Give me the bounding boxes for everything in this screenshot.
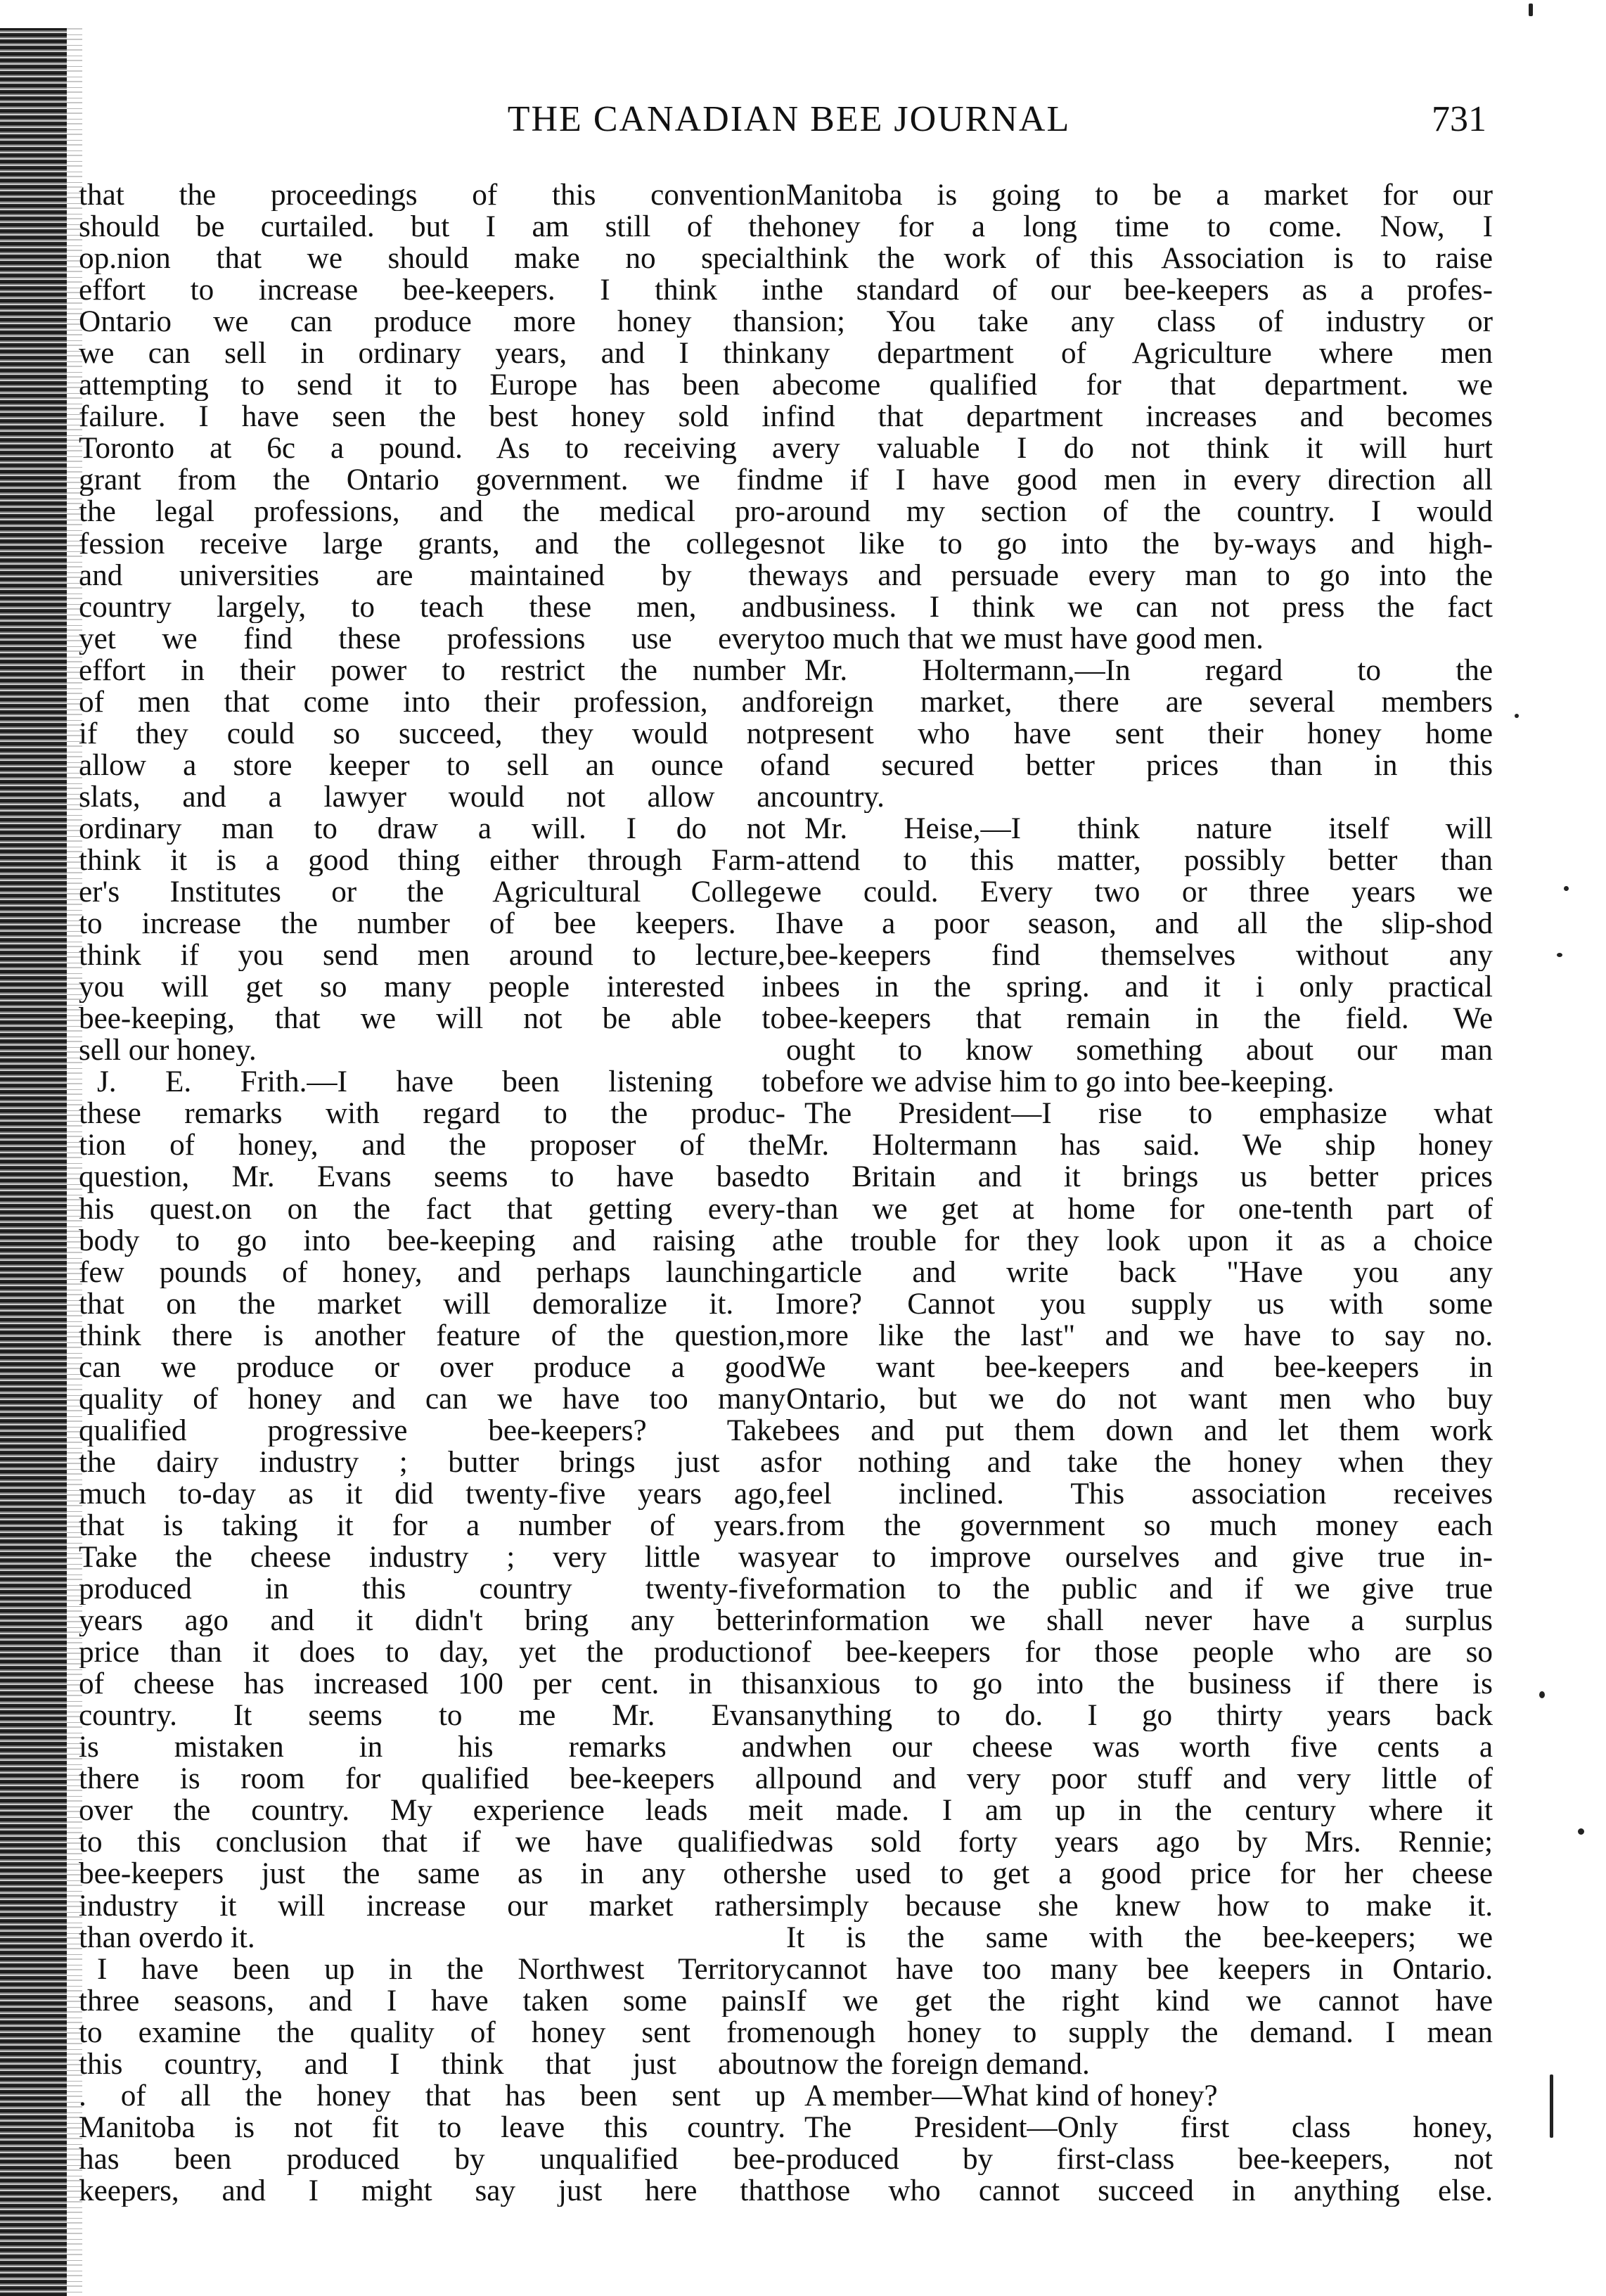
text-line: and universities are maintained by the	[79, 559, 785, 591]
text-line: The President—Only first class honey,	[804, 2111, 1493, 2143]
text-line: year to improve ourselves and give true in-	[786, 1541, 1493, 1574]
text-line: Manitoba is going to be a market for our	[786, 179, 1493, 212]
text-line: Take the cheese industry ; very little was	[79, 1541, 785, 1574]
text-line: Mr. Holtermann has said. We ship honey	[786, 1129, 1493, 1162]
text-line: body to go into bee-keeping and raising a	[79, 1224, 785, 1257]
text-line: around my section of the country. I would	[786, 496, 1493, 528]
margin-specks	[1472, 0, 1606, 2296]
text-line: more? Cannot you supply us with some	[786, 1288, 1493, 1320]
text-line: quality of honey and can we have too many	[79, 1383, 785, 1415]
text-line: bee-keepers that remain in the field. We	[786, 1003, 1493, 1035]
text-line: er's Institutes or the Agricultural College	[79, 876, 785, 909]
text-line: think the work of this Association is to raise	[786, 243, 1493, 275]
text-line: we could. Every two or three years we	[786, 876, 1493, 909]
text-line: think there is another feature of the question,	[79, 1319, 785, 1352]
text-line: of cheese has increased 100 per cent. in this	[79, 1668, 785, 1700]
text-line: country largely, to teach these men, and	[79, 591, 785, 623]
text-line: there is room for qualified bee-keepers all	[79, 1763, 785, 1795]
text-line: before we advise him to go into bee-keeping.	[786, 1066, 1335, 1098]
text-line: few pounds of honey, and perhaps launching	[79, 1256, 785, 1288]
text-line: information we shall never have a surplus	[786, 1605, 1493, 1637]
text-line: fession receive large grants, and the colleges	[79, 527, 785, 560]
text-line: allow a store keeper to sell an ounce of	[79, 749, 785, 781]
text-line: ways and persuade every man to go into the	[786, 559, 1493, 591]
text-line: bee-keepers find themselves without any	[786, 939, 1493, 972]
text-line: cannot have too many bee keepers in Ontario.	[786, 1953, 1493, 1985]
text-line: effort to increase bee-keepers. I think in	[79, 274, 785, 307]
page-number: 731	[1432, 99, 1486, 139]
text-line: attempting to send it to Europe has been a	[79, 369, 785, 402]
text-line: produced by first-class bee-keepers, not	[786, 2143, 1493, 2175]
text-line: country.	[786, 781, 885, 813]
text-line: country. It seems to me Mr. Evans	[79, 1700, 785, 1732]
text-line: find that department increases and becomes	[786, 401, 1493, 433]
text-line: that is taking it for a number of years.	[79, 1509, 785, 1542]
text-line: it made. I am up in the century where it	[786, 1795, 1493, 1827]
speck	[1539, 1691, 1545, 1698]
text-line: formation to the public and if we give true	[786, 1573, 1493, 1605]
text-line: slats, and a lawyer would not allow an	[79, 781, 785, 813]
text-line: feel inclined. This association receives	[786, 1477, 1493, 1510]
text-line: . of all the honey that has been sent up	[79, 2079, 785, 2112]
text-line: business. I think we can not press the fact	[786, 591, 1493, 623]
text-line: to examine the quality of honey sent from	[79, 2016, 785, 2048]
text-line: become qualified for that department. we	[786, 369, 1493, 402]
text-line: if they could so succeed, they would not	[79, 717, 785, 750]
text-line: much to-day as it did twenty-five years ago,	[79, 1477, 785, 1510]
text-line: was sold forty years ago by Mrs. Rennie;	[786, 1826, 1493, 1859]
text-line: too much that we must have good men.	[786, 622, 1264, 655]
text-line: of bee-keepers for those people who are so	[786, 1636, 1493, 1669]
speck	[1529, 4, 1533, 16]
text-line: simply because she knew how to make it.	[786, 1890, 1493, 1922]
text-line: to this conclusion that if we have qualified	[79, 1826, 785, 1859]
text-line: should be curtailed. but I am still of the	[79, 211, 785, 243]
text-line: that on the market will demoralize it. I	[79, 1288, 785, 1320]
text-line: industry it will increase our market rather	[79, 1890, 785, 1922]
text-line: over the country. My experience leads me	[79, 1795, 785, 1827]
text-line: and secured better prices than in this	[786, 749, 1493, 781]
text-line: bee-keeping, that we will not be able to	[79, 1003, 785, 1035]
text-line: I have been up in the Northwest Territory	[97, 1953, 785, 1985]
text-line: pound and very poor stuff and very little of	[786, 1763, 1493, 1795]
text-line: foreign market, there are several members	[786, 686, 1493, 718]
speck	[1557, 953, 1562, 957]
text-line: years ago and it didn't bring any better	[79, 1605, 785, 1637]
text-line: If we get the right kind we cannot have	[786, 1984, 1493, 2017]
text-line: attend to this matter, possibly better than	[786, 844, 1493, 877]
text-line: now the foreign demand.	[786, 2048, 1090, 2080]
text-line: Toronto at 6c a pound. As to receiving a	[79, 432, 785, 465]
text-line: honey for a long time to come. Now, I	[786, 211, 1493, 243]
text-line: for nothing and take the honey when they	[786, 1446, 1493, 1478]
text-line: than we get at home for one-tenth part of	[786, 1193, 1493, 1225]
text-line: she used to get a good price for her cheese	[786, 1858, 1493, 1890]
text-line: to Britain and it brings us better prices	[786, 1161, 1493, 1193]
text-line: think if you send men around to lecture,	[79, 939, 785, 972]
text-line: article and write back "Have you any	[786, 1256, 1493, 1288]
text-line: the dairy industry ; butter brings just as	[79, 1446, 785, 1478]
text-line: the standard of our bee-keepers as a profes-	[786, 274, 1493, 307]
left-text-column	[79, 179, 785, 2207]
text-line: Manitoba is not fit to leave this country.	[79, 2111, 785, 2143]
text-line: present who have sent their honey home	[786, 717, 1493, 750]
text-line: Ontario we can produce more honey than	[79, 306, 785, 338]
text-line: bee-keepers just the same as in any other	[79, 1858, 785, 1890]
text-line: grant from the Ontario government. we find	[79, 464, 785, 496]
text-line: has been produced by unqualified bee-	[79, 2143, 785, 2175]
text-line: enough honey to supply the demand. I mean	[786, 2016, 1493, 2048]
text-line: A member—What kind of honey?	[804, 2079, 1218, 2112]
text-line: op.nion that we should make no special	[79, 243, 785, 275]
text-line: we can sell in ordinary years, and I think	[79, 338, 785, 370]
binding-edge-shadow	[0, 28, 67, 2296]
text-line: anxious to go into the business if there is	[786, 1668, 1493, 1700]
text-line: when our cheese was worth five cents a	[786, 1731, 1493, 1764]
text-line: his quest.on on the fact that getting every-	[79, 1193, 785, 1225]
text-line: effort in their power to restrict the number	[79, 654, 785, 686]
text-line: J. E. Frith.—I have been listening to	[97, 1066, 785, 1098]
speck	[1578, 1828, 1584, 1835]
text-line: yet we find these professions use every	[79, 622, 785, 655]
text-line: think it is a good thing either through Farm-	[79, 844, 785, 877]
page-header	[91, 95, 1486, 144]
text-line: sell our honey.	[79, 1034, 257, 1067]
text-line: that the proceedings of this convention	[79, 179, 785, 212]
text-line: this country, and I think that just about	[79, 2048, 785, 2080]
text-line: not like to go into the by-ways and high-	[786, 527, 1493, 560]
text-line: these remarks with regard to the produc-	[79, 1098, 785, 1130]
text-line: ordinary man to draw a will. I do not	[79, 812, 785, 845]
text-line: We want bee-keepers and bee-keepers in	[786, 1351, 1493, 1383]
text-line: to increase the number of bee keepers. I	[79, 908, 785, 940]
text-line: any department of Agriculture where men	[786, 338, 1493, 370]
speck	[1515, 714, 1519, 718]
speck	[1550, 2074, 1553, 2138]
text-line: It is the same with the bee-keepers; we	[786, 1921, 1493, 1954]
right-text-column	[786, 179, 1493, 2207]
text-line: sion; You take any class of industry or	[786, 306, 1493, 338]
text-line: ought to know something about our man	[786, 1034, 1493, 1067]
text-line: Mr. Holtermann,—In regard to the	[804, 654, 1493, 686]
text-line: bees in the spring. and it i only practical	[786, 971, 1493, 1003]
text-line: of men that come into their profession, and	[79, 686, 785, 718]
text-line: is mistaken in his remarks and	[79, 1731, 785, 1764]
text-line: me if I have good men in every direction all	[786, 464, 1493, 496]
text-line: the legal professions, and the medical pro-	[79, 496, 785, 528]
text-line: from the government so much money each	[786, 1509, 1493, 1542]
text-line: The President—I rise to emphasize what	[804, 1098, 1493, 1130]
text-line: three seasons, and I have taken some pains	[79, 1984, 785, 2017]
text-line: Mr. Heise,—I think nature itself will	[804, 812, 1493, 845]
text-line: anything to do. I go thirty years back	[786, 1700, 1493, 1732]
text-line: can we produce or over produce a good	[79, 1351, 785, 1383]
text-line: qualified progressive bee-keepers? Take	[79, 1414, 785, 1447]
text-line: very valuable I do not think it will hurt	[786, 432, 1493, 465]
text-line: the trouble for they look upon it as a choice	[786, 1224, 1493, 1257]
journal-title: THE CANADIAN BEE JOURNAL	[507, 99, 1071, 139]
text-line: tion of honey, and the proposer of the	[79, 1129, 785, 1162]
text-line: Ontario, but we do not want men who buy	[786, 1383, 1493, 1415]
text-line: question, Mr. Evans seems to have based	[79, 1161, 785, 1193]
text-line: you will get so many people interested in	[79, 971, 785, 1003]
text-line: failure. I have seen the best honey sold in	[79, 401, 785, 433]
text-line: have a poor season, and all the slip-shod	[786, 908, 1493, 940]
text-line: produced in this country twenty-five	[79, 1573, 785, 1605]
text-line: bees and put them down and let them work	[786, 1414, 1493, 1447]
text-line: more like the last" and we have to say no.	[786, 1319, 1493, 1352]
text-line: than overdo it.	[79, 1921, 255, 1954]
speck	[1564, 886, 1569, 891]
text-line: price than it does to day, yet the production	[79, 1636, 785, 1669]
text-line: those who cannot succeed in anything else.	[786, 2174, 1493, 2207]
text-line: keepers, and I might say just here that	[79, 2174, 785, 2207]
